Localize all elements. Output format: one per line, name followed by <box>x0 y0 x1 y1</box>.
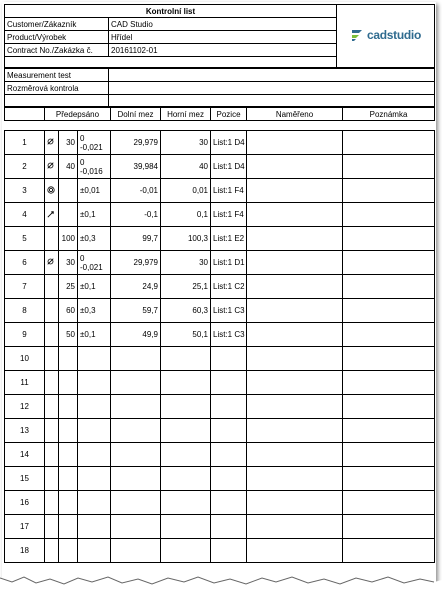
contract-value[interactable]: 20161102-01 <box>109 44 337 57</box>
position-cell: List:1 F4 <box>211 179 247 203</box>
tolerance-cell <box>78 275 111 299</box>
note-cell[interactable] <box>343 419 435 443</box>
lower-limit-cell: 99,7 <box>111 227 161 251</box>
row-number: 4 <box>5 203 45 227</box>
symbol-cell <box>45 299 59 323</box>
test-table <box>4 68 435 108</box>
position-cell: List:1 C2 <box>211 275 247 299</box>
tolerance-cell <box>78 323 111 347</box>
note-cell[interactable] <box>343 203 435 227</box>
measured-cell[interactable] <box>247 443 343 467</box>
nominal-cell <box>59 371 78 395</box>
position-cell: List:1 E2 <box>211 227 247 251</box>
row-number: 7 <box>5 275 45 299</box>
table-row <box>5 371 435 395</box>
tolerance-cell <box>78 227 111 251</box>
table-row <box>5 131 435 155</box>
symbol-cell <box>45 251 59 275</box>
lower-limit-cell <box>111 347 161 371</box>
tolerance-cell <box>78 347 111 371</box>
nominal-cell <box>59 515 78 539</box>
col-horni-mez: Horní mez <box>161 107 211 121</box>
position-cell: List:1 F4 <box>211 203 247 227</box>
col-dolni-mez: Dolní mez <box>111 107 161 121</box>
measurement-table <box>4 130 435 563</box>
upper-limit-cell <box>161 395 211 419</box>
nominal-cell: 30 <box>59 131 78 155</box>
measurement-test-label: Measurement test <box>5 69 109 82</box>
note-cell[interactable] <box>343 443 435 467</box>
symbol-cell <box>45 227 59 251</box>
note-cell[interactable] <box>343 155 435 179</box>
tolerance-cell <box>78 155 111 179</box>
tolerance: ±0,1 <box>80 210 96 219</box>
lower-limit-cell: 29,979 <box>111 131 161 155</box>
measured-cell[interactable] <box>247 179 343 203</box>
upper-limit-cell: 30 <box>161 131 211 155</box>
nominal-cell <box>59 467 78 491</box>
note-cell[interactable] <box>343 275 435 299</box>
measured-cell[interactable] <box>247 275 343 299</box>
tolerance-cell <box>78 395 111 419</box>
tolerance-cell <box>78 443 111 467</box>
note-cell[interactable] <box>343 515 435 539</box>
header-table <box>4 4 435 68</box>
table-row <box>5 179 435 203</box>
row-number: 11 <box>5 371 45 395</box>
upper-limit-cell: 30 <box>161 251 211 275</box>
position-cell: List:1 D4 <box>211 131 247 155</box>
nominal-cell: 50 <box>59 323 78 347</box>
table-row <box>5 203 435 227</box>
note-cell[interactable] <box>343 131 435 155</box>
upper-limit-cell: 60,3 <box>161 299 211 323</box>
lower-limit-cell <box>111 371 161 395</box>
note-cell[interactable] <box>343 371 435 395</box>
symbol-cell <box>45 347 59 371</box>
nominal-cell <box>59 419 78 443</box>
symbol-cell <box>45 203 59 227</box>
row-number: 9 <box>5 323 45 347</box>
lower-limit-cell: 39,984 <box>111 155 161 179</box>
table-row <box>5 515 435 539</box>
upper-limit-cell: 50,1 <box>161 323 211 347</box>
tolerance-cell <box>78 203 111 227</box>
symbol-cell <box>45 467 59 491</box>
upper-limit-cell: 25,1 <box>161 275 211 299</box>
diameter-icon <box>47 162 54 169</box>
position-cell <box>211 467 247 491</box>
table-row <box>5 395 435 419</box>
table-row <box>5 539 435 563</box>
position-cell <box>211 539 247 563</box>
lower-limit-cell: -0,01 <box>111 179 161 203</box>
position-cell: List:1 D4 <box>211 155 247 179</box>
note-cell[interactable] <box>343 251 435 275</box>
measured-cell[interactable] <box>247 395 343 419</box>
position-cell <box>211 515 247 539</box>
symbol-cell <box>45 275 59 299</box>
tolerance: ±0,3 <box>80 306 96 315</box>
row-number: 6 <box>5 251 45 275</box>
nominal-cell: 30 <box>59 251 78 275</box>
position-cell: List:1 D1 <box>211 251 247 275</box>
nominal-cell: 100 <box>59 227 78 251</box>
measured-cell[interactable] <box>247 515 343 539</box>
table-row <box>5 347 435 371</box>
table-row <box>5 419 435 443</box>
measured-cell[interactable] <box>247 203 343 227</box>
tolerance-cell <box>78 179 111 203</box>
col-namereno: Naměřeno <box>247 107 343 121</box>
sheet-title: Kontrolní list <box>5 5 337 18</box>
position-cell <box>211 347 247 371</box>
measured-cell[interactable] <box>247 347 343 371</box>
lower-limit-cell: 24,9 <box>111 275 161 299</box>
upper-limit-cell <box>161 443 211 467</box>
table-row <box>5 299 435 323</box>
symbol-cell <box>45 443 59 467</box>
symbol-cell <box>45 131 59 155</box>
row-number: 17 <box>5 515 45 539</box>
tolerance-upper: 0 <box>80 133 85 143</box>
measured-cell[interactable] <box>247 227 343 251</box>
nominal-cell <box>59 179 78 203</box>
measurement-test-value[interactable] <box>109 69 435 82</box>
tolerance: ±0,1 <box>80 330 96 339</box>
header-spacer <box>5 57 337 68</box>
note-cell[interactable] <box>343 395 435 419</box>
row-number: 15 <box>5 467 45 491</box>
upper-limit-cell: 0,01 <box>161 179 211 203</box>
lower-limit-cell: 59,7 <box>111 299 161 323</box>
tolerance-upper: 0 <box>80 253 85 263</box>
row-number: 13 <box>5 419 45 443</box>
position-cell <box>211 491 247 515</box>
lower-limit-cell <box>111 515 161 539</box>
note-cell[interactable] <box>343 179 435 203</box>
tolerance: ±0,1 <box>80 282 96 291</box>
tolerance-lower: -0,016 <box>80 166 103 176</box>
lower-limit-cell: 29,979 <box>111 251 161 275</box>
symbol-cell <box>45 323 59 347</box>
row-number: 18 <box>5 539 45 563</box>
tolerance-cell <box>78 371 111 395</box>
measured-cell[interactable] <box>247 539 343 563</box>
lower-limit-cell <box>111 395 161 419</box>
symbol-cell <box>45 395 59 419</box>
customer-label: Customer/Zákazník <box>5 18 109 31</box>
diameter-icon <box>47 258 54 265</box>
logo-cell <box>337 5 435 68</box>
note-cell[interactable] <box>343 227 435 251</box>
measured-cell[interactable] <box>247 131 343 155</box>
tolerance: ±0,01 <box>80 186 100 195</box>
lower-limit-cell: -0,1 <box>111 203 161 227</box>
note-cell[interactable] <box>343 299 435 323</box>
tolerance-upper: 0 <box>80 157 85 167</box>
col-no <box>5 107 45 121</box>
concentricity-icon <box>47 186 55 194</box>
nominal-cell <box>59 347 78 371</box>
row-number: 16 <box>5 491 45 515</box>
measured-cell[interactable] <box>247 299 343 323</box>
upper-limit-cell <box>161 347 211 371</box>
cadstudio-logo <box>350 28 421 42</box>
symbol-cell <box>45 539 59 563</box>
upper-limit-cell: 0,1 <box>161 203 211 227</box>
upper-limit-cell <box>161 515 211 539</box>
table-row <box>5 467 435 491</box>
col-pozice: Pozice <box>211 107 247 121</box>
measured-cell[interactable] <box>247 251 343 275</box>
upper-limit-cell <box>161 491 211 515</box>
upper-limit-cell <box>161 467 211 491</box>
table-row <box>5 227 435 251</box>
table-row <box>5 323 435 347</box>
nominal-cell: 60 <box>59 299 78 323</box>
logo-mark-icon <box>350 28 364 42</box>
row-number: 8 <box>5 299 45 323</box>
tolerance-cell <box>78 467 111 491</box>
measured-cell[interactable] <box>247 323 343 347</box>
tolerance-cell <box>78 491 111 515</box>
dimension-check-label: Rozměrová kontrola <box>5 82 109 95</box>
note-cell[interactable] <box>343 491 435 515</box>
row-number: 5 <box>5 227 45 251</box>
position-cell <box>211 371 247 395</box>
col-poznamka: Poznámka <box>343 107 435 121</box>
logo-text: cadstudio <box>367 28 421 42</box>
tolerance-cell <box>78 251 111 275</box>
table-row <box>5 491 435 515</box>
nominal-cell <box>59 395 78 419</box>
note-cell[interactable] <box>343 467 435 491</box>
row-number: 3 <box>5 179 45 203</box>
note-cell[interactable] <box>343 347 435 371</box>
row-number: 2 <box>5 155 45 179</box>
upper-limit-cell <box>161 419 211 443</box>
row-number: 10 <box>5 347 45 371</box>
torn-edge <box>0 570 442 596</box>
column-header-table <box>4 106 435 121</box>
lower-limit-cell <box>111 491 161 515</box>
upper-limit-cell <box>161 371 211 395</box>
nominal-cell <box>59 539 78 563</box>
lower-limit-cell: 49,9 <box>111 323 161 347</box>
symbol-cell <box>45 155 59 179</box>
measured-cell[interactable] <box>247 491 343 515</box>
measured-cell[interactable] <box>247 155 343 179</box>
position-cell <box>211 443 247 467</box>
nominal-cell: 40 <box>59 155 78 179</box>
nominal-cell <box>59 443 78 467</box>
col-predepsano: Předepsáno <box>45 107 111 121</box>
row-number: 1 <box>5 131 45 155</box>
position-cell <box>211 395 247 419</box>
dimension-check-value[interactable] <box>109 82 435 95</box>
upper-limit-cell <box>161 539 211 563</box>
note-cell[interactable] <box>343 323 435 347</box>
tolerance-cell <box>78 419 111 443</box>
lower-limit-cell <box>111 539 161 563</box>
row-number: 14 <box>5 443 45 467</box>
tolerance-cell <box>78 539 111 563</box>
symbol-cell <box>45 371 59 395</box>
tolerance-cell <box>78 131 111 155</box>
nominal-cell <box>59 203 78 227</box>
note-cell[interactable] <box>343 539 435 563</box>
runout-icon <box>47 210 55 218</box>
upper-limit-cell: 100,3 <box>161 227 211 251</box>
table-row <box>5 251 435 275</box>
table-row <box>5 275 435 299</box>
position-cell <box>211 419 247 443</box>
tolerance-cell <box>78 299 111 323</box>
symbol-cell <box>45 179 59 203</box>
contract-label: Contract No./Zakázka č. <box>5 44 109 57</box>
measured-cell[interactable] <box>247 467 343 491</box>
position-cell: List:1 C3 <box>211 299 247 323</box>
lower-limit-cell <box>111 467 161 491</box>
table-row <box>5 443 435 467</box>
nominal-cell: 25 <box>59 275 78 299</box>
inspection-sheet <box>2 2 436 588</box>
diameter-icon <box>47 138 54 145</box>
lower-limit-cell <box>111 419 161 443</box>
tolerance-lower: -0,021 <box>80 262 103 272</box>
measured-cell[interactable] <box>247 419 343 443</box>
nominal-cell <box>59 491 78 515</box>
customer-value[interactable]: CAD Studio <box>109 18 337 31</box>
tolerance: ±0,3 <box>80 234 96 243</box>
symbol-cell <box>45 491 59 515</box>
product-value[interactable]: Hřídel <box>109 31 337 44</box>
tolerance-lower: -0,021 <box>80 142 103 152</box>
product-label: Product/Výrobek <box>5 31 109 44</box>
symbol-cell <box>45 419 59 443</box>
symbol-cell <box>45 515 59 539</box>
lower-limit-cell <box>111 443 161 467</box>
table-row <box>5 155 435 179</box>
position-cell: List:1 C3 <box>211 323 247 347</box>
measured-cell[interactable] <box>247 371 343 395</box>
upper-limit-cell: 40 <box>161 155 211 179</box>
row-number: 12 <box>5 395 45 419</box>
tolerance-cell <box>78 515 111 539</box>
